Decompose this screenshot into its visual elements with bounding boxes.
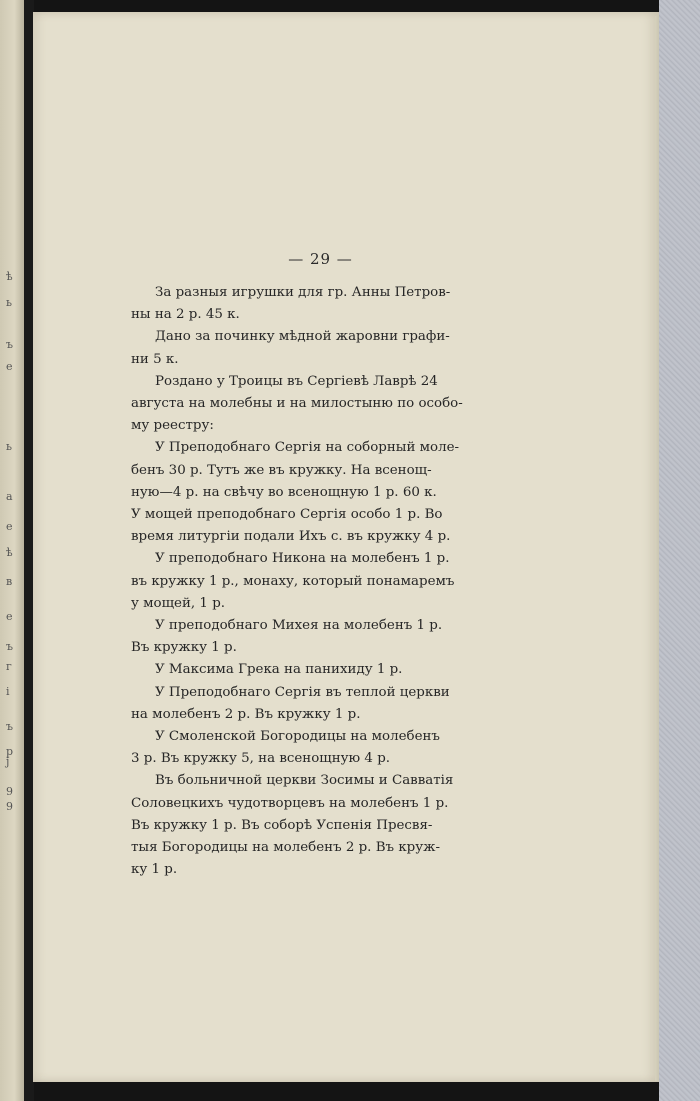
text-line: ны на 2 р. 45 к.	[131, 307, 240, 323]
text-line: У мощей преподобнаго Сергія особо 1 р. Во	[131, 507, 443, 522]
text-line: августа на молебны и на милостыню по особо-	[131, 396, 463, 411]
text-line: на молебенъ 2 р. Въ кружку 1 р.	[131, 706, 361, 722]
cloth-binding	[659, 0, 700, 1101]
previous-page-text-fragment: г	[6, 660, 12, 673]
previous-page-text-fragment: ъ	[6, 640, 13, 653]
text-line: ни 5 к.	[131, 351, 179, 367]
text-line: ную—4 р. на свѣчу во всенощную 1 р. 60 к.	[131, 484, 437, 500]
previous-page-text-fragment: ь	[6, 440, 12, 453]
previous-page-text-fragment: а	[6, 490, 13, 503]
previous-page-text-fragment: р	[6, 745, 14, 758]
book-page	[33, 12, 659, 1082]
text-line: У преподобнаго Никона на молебенъ 1 р.	[155, 551, 450, 567]
previous-page-text-fragment: ъ	[6, 338, 13, 351]
text-line: У преподобнаго Михея на молебенъ 1 р.	[155, 618, 443, 633]
previous-page-text-fragment: 9	[6, 800, 13, 813]
previous-page-text-fragment: ѣ	[6, 270, 13, 283]
text-line: у мощей, 1 р.	[131, 595, 226, 611]
text-line: Дано за починку мѣдной жаровни графи-	[155, 329, 450, 345]
text-line: Роздано у Троицы въ Сергіевѣ Лаврѣ 24	[155, 373, 438, 389]
text-line: ку 1 р.	[131, 862, 178, 878]
text-line: У Преподобнаго Сергія на соборный моле-	[155, 440, 460, 456]
page-number: — 29 —	[288, 250, 353, 268]
previous-page-text-fragment: 9	[6, 785, 13, 798]
previous-page-text-fragment: е	[6, 520, 13, 533]
text-line: У Смоленской Богородицы на молебенъ	[155, 729, 440, 744]
previous-page-text-fragment: е	[6, 610, 13, 623]
text-line: У Преподобнаго Сергія въ теплой церкви	[155, 684, 450, 700]
previous-page-text-fragment: і	[6, 685, 10, 698]
text-line: Въ кружку 1 р.	[131, 640, 237, 656]
previous-page-text-fragment: ъ	[6, 720, 13, 733]
text-line: му реестру:	[131, 418, 214, 434]
previous-page-text-fragment: ј	[6, 755, 10, 768]
text-line: У Максима Грека на панихиду 1 р.	[155, 662, 403, 678]
text-line: время литургіи подали Ихъ с. въ кружку 4 р.	[131, 529, 451, 545]
previous-page-edge	[0, 0, 24, 1101]
text-line: Въ кружку 1 р. Въ соборѣ Успенія Пресвя-	[131, 817, 433, 833]
text-line: За разныя игрушки для гр. Анны Петров-	[155, 285, 451, 300]
previous-page-text-fragment: в	[6, 575, 13, 588]
text-line: 3 р. Въ кружку 5, на всенощную 4 р.	[131, 751, 391, 767]
previous-page-text-fragment: ь	[6, 296, 12, 309]
text-line: Соловецкихъ чудотворцевъ на молебенъ 1 р.	[131, 795, 449, 811]
text-line: бенъ 30 р. Тутъ же въ кружку. На всенощ-	[131, 462, 432, 478]
previous-page-text-fragment: е	[6, 360, 13, 373]
text-line: въ кружку 1 р., монаху, который понамаремъ	[131, 573, 455, 589]
text-line: тыя Богородицы на молебенъ 2 р. Въ круж-	[131, 840, 440, 855]
previous-page-text-fragment: ѣ	[6, 546, 13, 559]
text-line: Въ больничной церкви Зосимы и Савватія	[155, 773, 454, 789]
